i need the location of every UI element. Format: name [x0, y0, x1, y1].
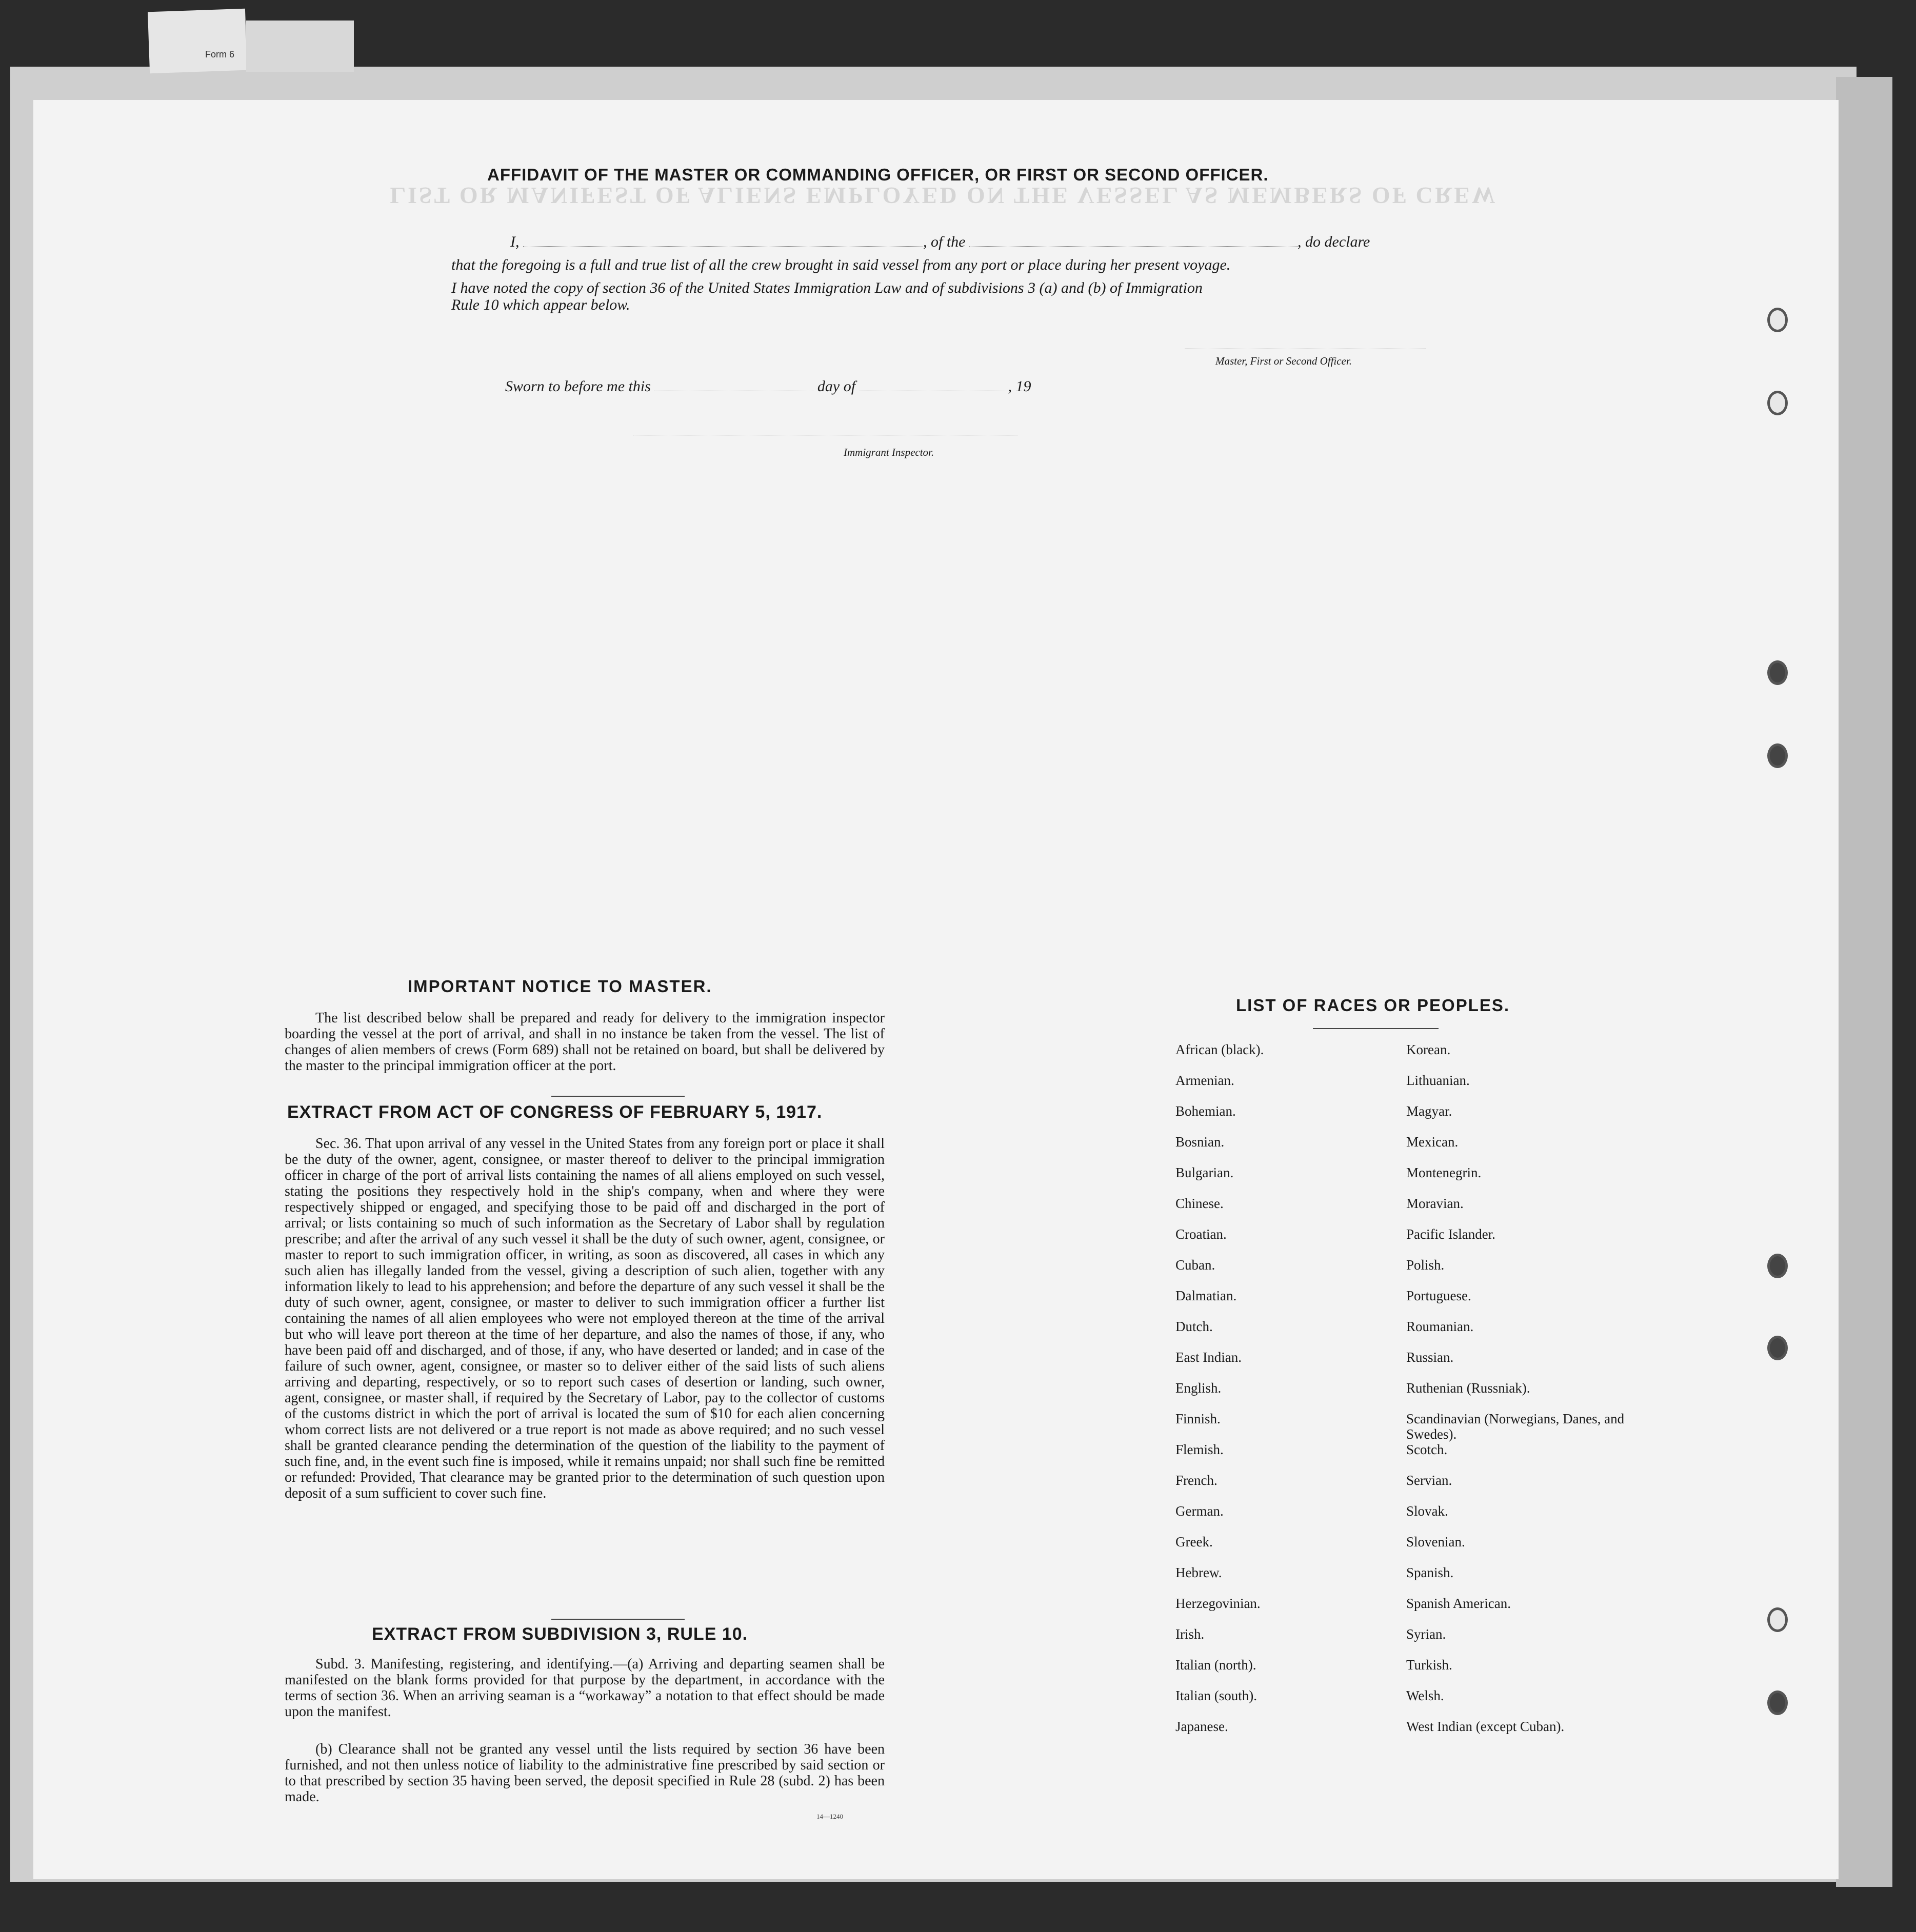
- race-item: Spanish.: [1406, 1565, 1454, 1580]
- race-item: Pacific Islander.: [1406, 1226, 1495, 1242]
- master-signature-label: Master, First or Second Officer.: [1215, 355, 1352, 367]
- race-item: Armenian.: [1175, 1073, 1234, 1088]
- races-right-column: [1406, 1042, 1673, 1749]
- punch-hole: [1767, 308, 1788, 332]
- races-title: LIST OF RACES OR PEOPLES.: [1236, 996, 1510, 1015]
- day-of-label: day of: [817, 378, 856, 395]
- affidavit-line-4: Rule 10 which appear below.: [451, 296, 630, 313]
- punch-hole: [1767, 1254, 1788, 1278]
- race-item: West Indian (except Cuban).: [1406, 1719, 1565, 1734]
- race-item: Flemish.: [1175, 1442, 1224, 1457]
- race-item: Chinese.: [1175, 1196, 1224, 1211]
- punch-hole: [1767, 743, 1788, 768]
- notice-body: The list described below shall be prepared and ready for delivery to the immigration inspector boarding the vessel at the port of arrival, and shall in no instance be taken from the vessel. The list of changes of alien members of crews (Form 689) shall not be retained on board, but shall be delivered by the master to the principal immigration officer at the port.: [285, 1010, 885, 1074]
- sworn-line: [505, 378, 1031, 395]
- race-item: Finnish.: [1175, 1411, 1221, 1426]
- act-extract-body: Sec. 36. That upon arrival of any vessel in the United States from any foreign port or place it shall be the duty of the owner, agent, consignee, or master thereof to deliver to the principal immigration officer in charge of the port of arrival lists containing the names of all aliens employed on such vessel, stating the positions they respectively hold in the ship's company, when and where they were respectively shipped or engaged, and specifying those to be paid off and discharged in the port of arrival; or lists containing so much of such information as the Secretary of Labor shall by regulation prescribe; and after the arrival of any such vessel it shall be the duty of such owner, agent, consignee, or master to report to such immigration officer, in writing, as soon as discovered, all cases in which any such alien has illegally landed from the vessel, giving a description of such alien, together with any information likely to lead to his apprehension; and before the departure of any such vessel it shall be the duty of such owner, agent, consignee, or master to deliver to such immigration officer a further list containing the names of all alien employees who were not employed thereon at the time of the arrival but who will leave port thereon at the time of her departure, and also the names of those, if any, who have been paid off and discharged, and of those, if any, who have deserted or landed; and in case of the failure of such owner, agent, consignee, or master so to deliver either of the said lists of such aliens arriving and departing, respectively, or so to report such cases of desertion or landing, such owner, agent, consignee, or master shall, if required by the Secretary of Labor, pay to the collector of customs of the customs district in which the port of arrival is located the sum of $10 for each alien concerning whom correct lists are not delivered or a true report is not made as above required; and no such vessel shall be granted clearance pending the determination of the question of the liability to the payment of such fine, and, in the event such fine is imposed, while it remains unpaid; nor shall such fine be remitted or refunded: Provided, That clearance may be granted prior to the determination of such question upon deposit of a sum sufficient to cover such fine.: [285, 1136, 885, 1501]
- rule-extract-body-b: (b) Clearance shall not be granted any vessel until the lists required by section 36 have been furnished, and not then unless notice of liability to the administrative fine prescribed by said section or to that prescribed by section 35 having been served, the deposit specified in Rule 28 (subd. 2) has been made.: [285, 1741, 885, 1805]
- affidavit-title: AFFIDAVIT OF THE MASTER OR COMMANDING OFFICER, OR FIRST OR SECOND OFFICER.: [487, 165, 1269, 184]
- race-item: Bohemian.: [1175, 1103, 1236, 1119]
- race-item: Welsh.: [1406, 1688, 1444, 1703]
- race-item: Russian.: [1406, 1350, 1454, 1365]
- race-item: Portuguese.: [1406, 1288, 1471, 1303]
- race-item: Slovak.: [1406, 1503, 1448, 1519]
- vessel-blank[interactable]: [969, 246, 1298, 247]
- races-underline: [1313, 1028, 1439, 1029]
- race-item: Italian (south).: [1175, 1688, 1257, 1703]
- affidavit-declare: , do declare: [1298, 233, 1370, 250]
- race-item: Irish.: [1175, 1626, 1205, 1642]
- race-item: Mexican.: [1406, 1134, 1459, 1150]
- punch-hole: [1767, 1336, 1788, 1360]
- race-item: Dutch.: [1175, 1319, 1213, 1334]
- race-item: Montenegrin.: [1406, 1165, 1482, 1180]
- punch-hole: [1767, 660, 1788, 685]
- divider: [551, 1096, 685, 1097]
- race-item: Slovenian.: [1406, 1534, 1465, 1549]
- punch-hole: [1767, 391, 1788, 415]
- page-edge: [1836, 77, 1892, 1887]
- race-item: Roumanian.: [1406, 1319, 1474, 1334]
- affidavit-line-1: [510, 233, 1370, 251]
- affidavit-line-3: I have noted the copy of section 36 of the United States Immigration Law and of subdivisions 3 (a) and (b) of Immigration: [451, 279, 1203, 296]
- race-item: Syrian.: [1406, 1626, 1446, 1642]
- year-label: , 19: [1008, 378, 1031, 395]
- notice-title: IMPORTANT NOTICE TO MASTER.: [408, 977, 712, 996]
- race-item: African (black).: [1175, 1042, 1264, 1057]
- race-item: Polish.: [1406, 1257, 1445, 1273]
- race-item: Magyar.: [1406, 1103, 1452, 1119]
- race-item: Hebrew.: [1175, 1565, 1222, 1580]
- punch-hole: [1767, 1607, 1788, 1632]
- race-item: Lithuanian.: [1406, 1073, 1470, 1088]
- form-code: 14—1240: [816, 1813, 843, 1820]
- race-item: German.: [1175, 1503, 1224, 1519]
- form-tag: Form 6: [205, 49, 235, 59]
- race-item: Herzegovinian.: [1175, 1596, 1261, 1611]
- affidavit-of-the: , of the: [923, 233, 966, 250]
- race-item: Italian (north).: [1175, 1657, 1256, 1673]
- divider: [551, 1619, 685, 1620]
- race-item: Greek.: [1175, 1534, 1213, 1549]
- rule-extract-body-a: Subd. 3. Manifesting, registering, and identifying.—(a) Arriving and departing seamen shall be manifested on the blank forms provided for that purpose by the department, in accordance with the terms of section 36. When an arriving seaman is a “workaway” a notation to that effect should be made upon the manifest.: [285, 1656, 885, 1720]
- sworn-label: Sworn to before me this: [505, 378, 651, 395]
- race-item: Dalmatian.: [1175, 1288, 1237, 1303]
- race-item: Scotch.: [1406, 1442, 1448, 1457]
- punch-hole: [1767, 1690, 1788, 1715]
- race-item: Bulgarian.: [1175, 1165, 1234, 1180]
- race-item: English.: [1175, 1380, 1222, 1396]
- bleed-through-text: LIST OR MANIFEST OF ALIENS EMPLOYED ON THE VESSEL AS MEMBERS OF CREW: [390, 183, 1498, 209]
- races-left-column: [1175, 1042, 1391, 1749]
- race-item: Croatian.: [1175, 1226, 1227, 1242]
- affidavit-line-2: that the foregoing is a full and true list of all the crew brought in said vessel from any port or place during her present voyage.: [451, 256, 1231, 273]
- race-item: Bosnian.: [1175, 1134, 1225, 1150]
- race-item: Scandinavian (Norwegians, Danes, and Swedes).: [1406, 1411, 1625, 1442]
- act-extract-title: EXTRACT FROM ACT OF CONGRESS OF FEBRUARY 5, 1917.: [287, 1102, 823, 1122]
- race-item: Moravian.: [1406, 1196, 1464, 1211]
- race-item: Servian.: [1406, 1473, 1452, 1488]
- affidavit-i: I,: [510, 233, 520, 250]
- race-item: East Indian.: [1175, 1350, 1242, 1365]
- race-item: Japanese.: [1175, 1719, 1228, 1734]
- race-item: Cuban.: [1175, 1257, 1215, 1273]
- paper-tab: [246, 21, 354, 72]
- race-item: Turkish.: [1406, 1657, 1452, 1673]
- race-item: Ruthenian (Russniak).: [1406, 1380, 1530, 1396]
- race-item: Spanish American.: [1406, 1596, 1511, 1611]
- race-item: French.: [1175, 1473, 1218, 1488]
- paper-tab: [148, 9, 247, 74]
- inspector-signature-label: Immigrant Inspector.: [844, 446, 934, 458]
- race-item: Korean.: [1406, 1042, 1451, 1057]
- rule-extract-title: EXTRACT FROM SUBDIVISION 3, RULE 10.: [372, 1624, 748, 1644]
- name-blank[interactable]: [523, 246, 923, 247]
